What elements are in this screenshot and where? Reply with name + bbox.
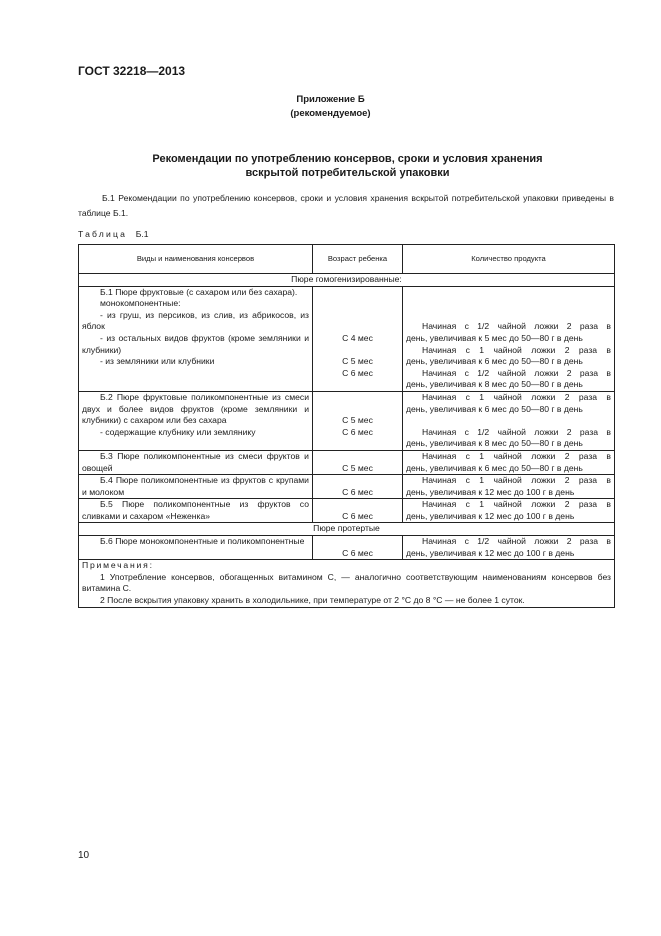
column-header-age: Возраст ребенка (313, 245, 403, 274)
table-row (79, 391, 615, 450)
intro-paragraph: Б.1 Рекомендации по употреблению консервов, сроки и условия хранения вскрытой потребительской упаковки приведены в таблице Б.1. (78, 193, 614, 218)
recommendations-table (78, 244, 615, 608)
age-cell (313, 391, 403, 450)
product-cell (79, 286, 313, 391)
product-cell (79, 475, 313, 499)
product-cell (79, 536, 313, 560)
quantity-text: день, увеличивая к 5 мес до 50—80 г в день (406, 332, 583, 343)
product-title: Б.5 Пюре поликомпонентные из фруктов со сливками и сахаром «Неженка» (82, 499, 309, 521)
note-item: 2 После вскрытия упаковку хранить в холодильнике, при температуре от 2 °С до 8 °С — не более 1 суток. (100, 595, 525, 606)
quantity-text: день, увеличивая к 6 мес до 50—80 г в день (406, 462, 583, 473)
product-title: Б.6 Пюре монокомпонентные и поликомпонентные (100, 536, 305, 547)
quantity-cell (403, 536, 615, 560)
table-row (79, 475, 615, 499)
note-item: 1 Употребление консервов, обогащенных витамином С, — аналогично соответствующим наименованиям консервов без витамина С. (82, 571, 611, 594)
quantity-text: день, увеличивая к 8 мес до 50—80 г в день (406, 379, 583, 390)
table-row (79, 536, 615, 560)
product-cell (79, 499, 313, 523)
age-value: С 5 мес (342, 415, 373, 426)
table-row (79, 499, 615, 523)
quantity-text: Начиная с 1/2 чайной ложки 2 раза в (422, 367, 611, 378)
product-title: Б.3 Пюре поликомпонентные из смеси фруктов и овощей (82, 450, 309, 473)
quantity-text: день, увеличивая к 12 мес до 100 г в день (406, 510, 575, 521)
age-value: С 5 мес (342, 356, 373, 367)
product-title: Б.2 Пюре фруктовые поликомпонентные из смеси двух и более видов фруктов (кроме земляники и клубники) с сахаром или без сахара (82, 391, 309, 426)
table-row (79, 286, 615, 391)
table-notes (79, 560, 615, 607)
quantity-cell (403, 391, 615, 450)
table-row (79, 450, 615, 474)
group-row-homogenized (79, 274, 615, 287)
appendix-status: (рекомендуемое) (290, 108, 371, 119)
age-value: С 6 мес (342, 547, 373, 558)
quantity-cell (403, 286, 615, 391)
section-title (80, 152, 615, 180)
quantity-text: Начиная с 1 чайной ложки 2 раза в (422, 475, 611, 486)
product-cell (79, 450, 313, 474)
quantity-cell (403, 450, 615, 474)
appendix-heading (0, 93, 661, 121)
appendix-label: Приложение Б (296, 94, 365, 105)
product-title: Б.1 Пюре фруктовые (с сахаром или без сахара). (100, 286, 298, 297)
column-header-kinds: Виды и наименования консервов (79, 245, 313, 274)
quantity-text: день, увеличивая к 6 мес до 50—80 г в день (406, 403, 583, 414)
age-value: С 6 мес (342, 510, 373, 521)
age-value: С 6 мес (342, 367, 373, 378)
section-title-line1: Рекомендации по употреблению консервов, сроки и условия хранения (152, 153, 543, 165)
document-code: ГОСТ 32218—2013 (78, 64, 186, 78)
age-cell (313, 536, 403, 560)
age-cell (313, 499, 403, 523)
age-value: С 4 мес (342, 332, 373, 343)
group-label-homogenized: Пюре гомогенизированные: (79, 274, 615, 287)
quantity-text: день, увеличивая к 8 мес до 50—80 г в день (406, 438, 583, 449)
product-cell (79, 391, 313, 450)
product-item: - содержащие клубнику или землянику (100, 426, 256, 437)
page-number: 10 (78, 850, 90, 861)
quantity-text: Начиная с 1 чайной ложки 2 раза в (422, 450, 611, 461)
quantity-text: день, увеличивая к 6 мес до 50—80 г в день (406, 356, 583, 367)
quantity-cell (403, 499, 615, 523)
group-label-strained: Пюре протертые (79, 523, 615, 536)
product-subtitle: монокомпонентные: (100, 298, 181, 309)
column-header-quantity: Количество продукта (403, 245, 615, 274)
table-caption-word: Таблица (78, 229, 128, 239)
quantity-text: день, увеличивая к 12 мес до 100 г в день (406, 547, 575, 558)
quantity-cell (403, 475, 615, 499)
table-header-row (79, 245, 615, 274)
notes-title: Примечания: (82, 560, 154, 571)
product-item: - из земляники или клубники (100, 356, 215, 367)
quantity-text: Начиная с 1 чайной ложки 2 раза в (422, 499, 611, 510)
section-title-line2: вскрытой потребительской упаковки (245, 167, 450, 179)
quantity-text: Начиная с 1 чайной ложки 2 раза в (422, 344, 611, 355)
age-value: С 6 мес (342, 426, 373, 437)
product-item: - из груш, из персиков, из слив, из абрикосов, из яблок (82, 309, 309, 332)
table-caption (78, 229, 149, 239)
age-value: С 6 мес (342, 486, 373, 497)
quantity-text: день, увеличивая к 12 мес до 100 г в день (406, 486, 575, 497)
group-row-strained (79, 523, 615, 536)
age-cell (313, 475, 403, 499)
table-caption-number: Б.1 (135, 229, 149, 239)
age-cell (313, 286, 403, 391)
quantity-text: Начиная с 1/2 чайной ложки 2 раза в (422, 536, 611, 547)
product-item: - из остальных видов фруктов (кроме земляники и клубники) (82, 332, 309, 355)
product-title: Б.4 Пюре поликомпонентные из фруктов с крупами и молоком (82, 475, 309, 497)
age-value: С 5 мес (342, 462, 373, 473)
notes-row (79, 560, 615, 607)
quantity-text: Начиная с 1 чайной ложки 2 раза в (422, 391, 611, 402)
quantity-text: Начиная с 1/2 чайной ложки 2 раза в (422, 321, 611, 332)
age-cell (313, 450, 403, 474)
quantity-text: Начиная с 1/2 чайной ложки 2 раза в (422, 426, 611, 437)
